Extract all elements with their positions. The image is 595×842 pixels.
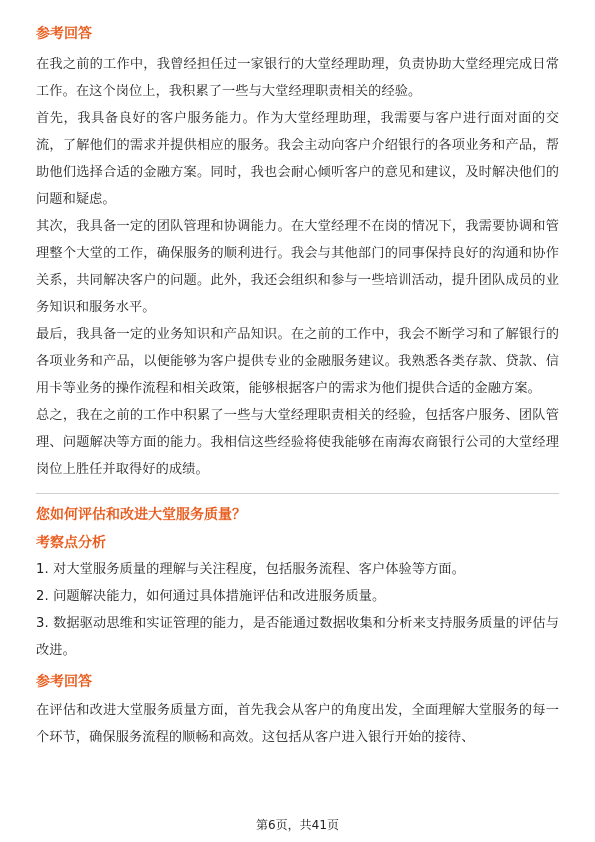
page-content: [36, 0, 559, 751]
answer-heading: 参考回答: [36, 26, 92, 42]
question-heading: 您如何评估和改进大堂服务质量？: [36, 507, 246, 523]
answer-heading: 参考回答: [36, 674, 92, 690]
answer-paragraph: 在我之前的工作中，我曾经担任过一家银行的大堂经理助理，负责协助大堂经理完成日常工作。在这个岗位上，我积累了一些与大堂经理职责相关的经验。: [36, 57, 559, 99]
answer-paragraph: 其次，我具备一定的团队管理和协调能力。在大堂经理不在岗的情况下，我需要协调和管理整个大堂的工作，确保服务的顺利进行。我会与其他部门的同事保持良好的沟通和协作关系，共同解决客户的问题。此外，我还会组织和参与一些培训活动，提升团队成员的业务知识和服务水平。: [36, 219, 559, 315]
answer-paragraph: 总之，我在之前的工作中积累了一些与大堂经理职责相关的经验，包括客户服务、团队管理、问题解决等方面的能力。我相信这些经验将使我能够在南海农商银行公司的大堂经理岗位上胜任并取得好的成绩。: [36, 408, 559, 477]
answer-paragraph: 最后，我具备一定的业务知识和产品知识。在之前的工作中，我会不断学习和了解银行的各项业务和产品，以便能够为客户提供专业的金融服务建议。我熟悉各类存款、贷款、信用卡等业务的操作流程和相关政策，能够根据客户的需求为他们提供合适的金融方案。: [36, 327, 559, 396]
analysis-item: 1. 对大堂服务质量的理解与关注程度，包括服务流程、客户体验等方面。: [36, 562, 465, 577]
answer-paragraph: 首先，我具备良好的客户服务能力。作为大堂经理助理，我需要与客户进行面对面的交流，了解他们的需求并提供相应的服务。我会主动向客户介绍银行的各项业务和产品，帮助他们选择合适的金融方案。同时，我也会耐心倾听客户的意见和建议，及时解决他们的问题和疑虑。: [36, 111, 559, 207]
answer-paragraph: 在评估和改进大堂服务质量方面，首先我会从客户的角度出发，全面理解大堂服务的每一个环节，确保服务流程的顺畅和高效。这包括从客户进入银行开始的接待、: [36, 703, 559, 745]
analysis-item: 3. 数据驱动思维和实证管理的能力，是否能通过数据收集和分析来支持服务质量的评估与改进。: [36, 616, 559, 658]
analysis-heading: 考察点分析: [36, 535, 106, 551]
page-footer: 第6页，共41页: [256, 818, 339, 832]
analysis-item: 2. 问题解决能力，如何通过具体措施评估和改进服务质量。: [36, 589, 386, 604]
section-divider: [36, 493, 559, 494]
